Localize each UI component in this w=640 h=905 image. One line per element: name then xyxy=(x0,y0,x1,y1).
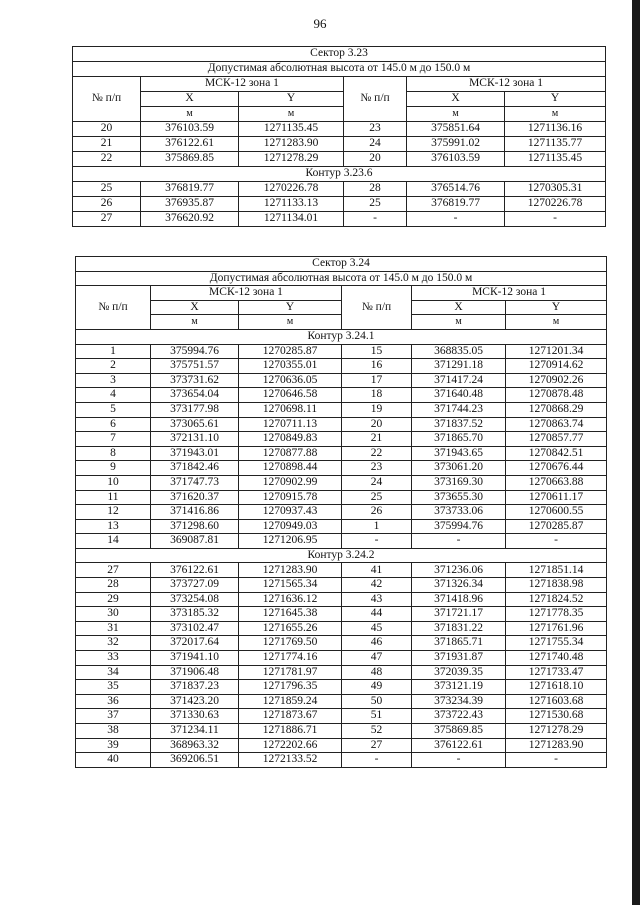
coord-x-right: 371831.22 xyxy=(412,621,506,636)
table-row xyxy=(76,563,607,578)
coord-y: 1271283.90 xyxy=(239,563,342,578)
coord-y-right: 1270878.48 xyxy=(506,388,607,403)
coord-y-right: 1271201.34 xyxy=(506,344,607,359)
coord-y: 1271886.71 xyxy=(239,724,342,739)
point-no: 9 xyxy=(76,461,151,476)
coord-x-right: 375851.64 xyxy=(407,122,505,137)
coord-y: 1272202.66 xyxy=(239,738,342,753)
header-row xyxy=(73,77,606,92)
header-row xyxy=(73,92,606,107)
coord-x: 371747.73 xyxy=(151,475,239,490)
point-no: 4 xyxy=(76,388,151,403)
coord-y: 1271206.95 xyxy=(239,534,342,549)
table-row xyxy=(76,475,607,490)
coord-y: 1271781.97 xyxy=(239,665,342,680)
coord-x-right: 375994.76 xyxy=(412,519,506,534)
point-no-right: 48 xyxy=(342,665,412,680)
coord-x-right: 373234.39 xyxy=(412,694,506,709)
coord-y-right: 1271618.10 xyxy=(506,680,607,695)
coord-y: 1271859.24 xyxy=(239,694,342,709)
coord-y: 1271565.34 xyxy=(239,578,342,593)
column-header-no: № п/п xyxy=(76,286,151,330)
coord-x-right: 375991.02 xyxy=(407,137,505,152)
point-no-right: 45 xyxy=(342,621,412,636)
coord-x-right: 371943.65 xyxy=(412,446,506,461)
point-no: 20 xyxy=(73,122,141,137)
coord-y-right: 1270305.31 xyxy=(505,182,606,197)
unit-y-right: м xyxy=(506,315,607,330)
coord-y: 1271796.35 xyxy=(239,680,342,695)
coord-x: 371620.37 xyxy=(151,490,239,505)
point-no: 13 xyxy=(76,519,151,534)
coord-y-right: 1271824.52 xyxy=(506,592,607,607)
header-row xyxy=(76,286,607,301)
coord-y-right: 1270857.77 xyxy=(506,432,607,447)
point-no: 31 xyxy=(76,621,151,636)
table-row xyxy=(76,505,607,520)
coord-y: 1270898.44 xyxy=(239,461,342,476)
table-row xyxy=(76,432,607,447)
point-no: 3 xyxy=(76,373,151,388)
point-no-right: 16 xyxy=(342,359,412,374)
point-no: 32 xyxy=(76,636,151,651)
table-row xyxy=(76,461,607,476)
coord-x: 368963.32 xyxy=(151,738,239,753)
coord-y: 1270937.43 xyxy=(239,505,342,520)
table-row xyxy=(73,152,606,167)
table-row xyxy=(76,694,607,709)
coord-y-right: 1270285.87 xyxy=(506,519,607,534)
coord-y-right: 1271283.90 xyxy=(506,738,607,753)
sector-row xyxy=(73,47,606,62)
point-no-right: 49 xyxy=(342,680,412,695)
coord-x-right: 371931.87 xyxy=(412,651,506,666)
table-row xyxy=(76,621,607,636)
coord-x: 375751.57 xyxy=(151,359,239,374)
coord-x: 371234.11 xyxy=(151,724,239,739)
table-row xyxy=(76,680,607,695)
contour-title: Контур 3.23.6 xyxy=(73,167,606,182)
point-no-right: 1 xyxy=(342,519,412,534)
coord-x: 371298.60 xyxy=(151,519,239,534)
column-header-y: Y xyxy=(239,92,344,107)
coord-x: 371941.10 xyxy=(151,651,239,666)
unit-y: м xyxy=(239,315,342,330)
coord-x: 376122.61 xyxy=(141,137,239,152)
point-no: 11 xyxy=(76,490,151,505)
coord-x: 371842.46 xyxy=(151,461,239,476)
coord-y-right: - xyxy=(506,753,607,768)
coord-y: 1270877.88 xyxy=(239,446,342,461)
coord-x-right: - xyxy=(412,753,506,768)
coord-y: 1271655.26 xyxy=(239,621,342,636)
height-limit: Допустимая абсолютная высота от 145.0 м до 150.0 м xyxy=(76,271,607,286)
sector-title: Сектор 3.24 xyxy=(76,257,607,272)
coord-x: 369206.51 xyxy=(151,753,239,768)
coord-x-right: 373169.30 xyxy=(412,475,506,490)
coord-x-right: 376819.77 xyxy=(407,197,505,212)
coord-x-right: - xyxy=(412,534,506,549)
coord-x: 371943.01 xyxy=(151,446,239,461)
coord-y: 1271278.29 xyxy=(239,152,344,167)
coord-x: 371423.20 xyxy=(151,694,239,709)
table-row xyxy=(76,578,607,593)
point-no-right: - xyxy=(342,534,412,549)
table-row xyxy=(73,137,606,152)
table-row xyxy=(76,753,607,768)
coord-x: 371416.86 xyxy=(151,505,239,520)
point-no-right: 42 xyxy=(342,578,412,593)
coord-y-right: 1271851.14 xyxy=(506,563,607,578)
table-row xyxy=(76,359,607,374)
coord-y-right: 1271135.77 xyxy=(505,137,606,152)
point-no: 2 xyxy=(76,359,151,374)
coord-x: 373177.98 xyxy=(151,402,239,417)
coord-x-right: 371865.70 xyxy=(412,432,506,447)
column-header-x-right: X xyxy=(412,300,506,315)
point-no: 37 xyxy=(76,709,151,724)
coord-y: 1270636.05 xyxy=(239,373,342,388)
point-no: 6 xyxy=(76,417,151,432)
coord-x: 376935.87 xyxy=(141,197,239,212)
coord-x: 376620.92 xyxy=(141,212,239,227)
scan-edge xyxy=(632,0,640,905)
coord-x-right: 373722.43 xyxy=(412,709,506,724)
coord-y: 1270355.01 xyxy=(239,359,342,374)
table-row xyxy=(76,344,607,359)
coord-x-right: 375869.85 xyxy=(412,724,506,739)
coord-y-right: 1271278.29 xyxy=(506,724,607,739)
coord-x-right: 371236.06 xyxy=(412,563,506,578)
coord-y-right: 1271755.34 xyxy=(506,636,607,651)
coord-x: 371330.63 xyxy=(151,709,239,724)
height-row xyxy=(73,62,606,77)
table-row xyxy=(76,665,607,680)
coord-x-right: 371417.24 xyxy=(412,373,506,388)
point-no: 26 xyxy=(73,197,141,212)
table-row xyxy=(76,417,607,432)
table-row xyxy=(76,607,607,622)
coord-y: 1271135.45 xyxy=(239,122,344,137)
coord-y-right: 1271530.68 xyxy=(506,709,607,724)
table-body xyxy=(73,47,606,227)
coord-x-right: 372039.35 xyxy=(412,665,506,680)
coord-x-right: 371865.71 xyxy=(412,636,506,651)
coord-x: 375869.85 xyxy=(141,152,239,167)
coord-x-right: 371721.17 xyxy=(412,607,506,622)
unit-x-right: м xyxy=(412,315,506,330)
point-no-right: - xyxy=(342,753,412,768)
coord-y: 1270711.13 xyxy=(239,417,342,432)
coord-y-right: 1271603.68 xyxy=(506,694,607,709)
point-no: 38 xyxy=(76,724,151,739)
coord-x: 373727.09 xyxy=(151,578,239,593)
table-row xyxy=(73,197,606,212)
coord-y: 1271774.16 xyxy=(239,651,342,666)
coord-x: 373065.61 xyxy=(151,417,239,432)
coord-y: 1271133.13 xyxy=(239,197,344,212)
coord-x-right: 376514.76 xyxy=(407,182,505,197)
coord-y: 1270646.58 xyxy=(239,388,342,403)
sector-title: Сектор 3.23 xyxy=(73,47,606,62)
table-row xyxy=(76,490,607,505)
point-no-right: 24 xyxy=(342,475,412,490)
system-header-left: МСК-12 зона 1 xyxy=(151,286,342,301)
point-no: 34 xyxy=(76,665,151,680)
table-row xyxy=(76,636,607,651)
column-header-y-right: Y xyxy=(505,92,606,107)
coord-x: 373185.32 xyxy=(151,607,239,622)
point-no-right: 25 xyxy=(342,490,412,505)
point-no: 30 xyxy=(76,607,151,622)
sector-3-24-table xyxy=(75,256,607,768)
point-no: 5 xyxy=(76,402,151,417)
point-no-right: 20 xyxy=(344,152,407,167)
point-no: 7 xyxy=(76,432,151,447)
point-no-right: 47 xyxy=(342,651,412,666)
coord-x: 373102.47 xyxy=(151,621,239,636)
coord-x: 376819.77 xyxy=(141,182,239,197)
height-limit: Допустимая абсолютная высота от 145.0 м до 150.0 м xyxy=(73,62,606,77)
coord-x-right: 371744.23 xyxy=(412,402,506,417)
unit-x: м xyxy=(141,107,239,122)
point-no-right: 25 xyxy=(344,197,407,212)
coord-x-right: 371418.96 xyxy=(412,592,506,607)
contour-row xyxy=(73,167,606,182)
point-no-right: 24 xyxy=(344,137,407,152)
point-no: 10 xyxy=(76,475,151,490)
column-header-x-right: X xyxy=(407,92,505,107)
coord-y: 1272133.52 xyxy=(239,753,342,768)
coord-y-right: 1271733.47 xyxy=(506,665,607,680)
table-row xyxy=(76,388,607,403)
point-no-right: 21 xyxy=(342,432,412,447)
coord-x: 369087.81 xyxy=(151,534,239,549)
point-no: 8 xyxy=(76,446,151,461)
column-header-y: Y xyxy=(239,300,342,315)
point-no: 14 xyxy=(76,534,151,549)
unit-x: м xyxy=(151,315,239,330)
coord-y-right: 1270902.26 xyxy=(506,373,607,388)
coord-x-right: 373121.19 xyxy=(412,680,506,695)
coord-y-right: 1271740.48 xyxy=(506,651,607,666)
table-row xyxy=(76,534,607,549)
coord-x-right: 371326.34 xyxy=(412,578,506,593)
point-no-right: - xyxy=(344,212,407,227)
coord-y: 1271769.50 xyxy=(239,636,342,651)
coord-y: 1270849.83 xyxy=(239,432,342,447)
point-no-right: 26 xyxy=(342,505,412,520)
coord-y: 1270698.11 xyxy=(239,402,342,417)
point-no: 35 xyxy=(76,680,151,695)
coord-y: 1270949.03 xyxy=(239,519,342,534)
coord-y: 1270285.87 xyxy=(239,344,342,359)
coord-y-right: 1271135.45 xyxy=(505,152,606,167)
table-body xyxy=(76,257,607,768)
point-no-right: 41 xyxy=(342,563,412,578)
table-row xyxy=(76,592,607,607)
coord-y-right: 1270611.17 xyxy=(506,490,607,505)
point-no: 28 xyxy=(76,578,151,593)
sector-3-23-table xyxy=(72,46,606,227)
point-no: 21 xyxy=(73,137,141,152)
coord-y-right: 1271778.35 xyxy=(506,607,607,622)
column-header-no: № п/п xyxy=(73,77,141,122)
table-row xyxy=(76,738,607,753)
coord-x: 375994.76 xyxy=(151,344,239,359)
coord-y-right: 1271761.96 xyxy=(506,621,607,636)
coord-x: 372131.10 xyxy=(151,432,239,447)
coord-x: 371906.48 xyxy=(151,665,239,680)
header-row xyxy=(76,300,607,315)
point-no-right: 51 xyxy=(342,709,412,724)
coord-x: 373731.62 xyxy=(151,373,239,388)
point-no-right: 19 xyxy=(342,402,412,417)
coord-x-right: 376122.61 xyxy=(412,738,506,753)
point-no-right: 28 xyxy=(344,182,407,197)
coord-y-right: - xyxy=(506,534,607,549)
table-row xyxy=(76,402,607,417)
coord-y-right: 1270842.51 xyxy=(506,446,607,461)
coord-y-right: - xyxy=(505,212,606,227)
coord-x: 376103.59 xyxy=(141,122,239,137)
table-row xyxy=(73,182,606,197)
point-no-right: 22 xyxy=(342,446,412,461)
coord-x: 372017.64 xyxy=(151,636,239,651)
point-no: 29 xyxy=(76,592,151,607)
table-row xyxy=(73,122,606,137)
coord-x-right: - xyxy=(407,212,505,227)
coord-y: 1271645.38 xyxy=(239,607,342,622)
table-row xyxy=(76,651,607,666)
coord-y: 1270902.99 xyxy=(239,475,342,490)
contour-title: Контур 3.24.1 xyxy=(76,329,607,344)
point-no-right: 17 xyxy=(342,373,412,388)
column-header-x: X xyxy=(141,92,239,107)
coord-x: 376122.61 xyxy=(151,563,239,578)
coord-y-right: 1271838.98 xyxy=(506,578,607,593)
point-no: 22 xyxy=(73,152,141,167)
system-header-right: МСК-12 зона 1 xyxy=(407,77,606,92)
contour-row xyxy=(76,329,607,344)
coord-x-right: 371640.48 xyxy=(412,388,506,403)
system-header-left: МСК-12 зона 1 xyxy=(141,77,344,92)
column-header-no-right: № п/п xyxy=(342,286,412,330)
column-header-no-right: № п/п xyxy=(344,77,407,122)
coord-y: 1271873.67 xyxy=(239,709,342,724)
units-row xyxy=(76,315,607,330)
coord-x-right: 373061.20 xyxy=(412,461,506,476)
table-row xyxy=(76,724,607,739)
point-no-right: 44 xyxy=(342,607,412,622)
point-no: 1 xyxy=(76,344,151,359)
point-no-right: 46 xyxy=(342,636,412,651)
coord-y-right: 1270600.55 xyxy=(506,505,607,520)
unit-y-right: м xyxy=(505,107,606,122)
point-no-right: 23 xyxy=(342,461,412,476)
point-no: 27 xyxy=(73,212,141,227)
column-header-y-right: Y xyxy=(506,300,607,315)
point-no: 40 xyxy=(76,753,151,768)
coord-y: 1271283.90 xyxy=(239,137,344,152)
point-no: 27 xyxy=(76,563,151,578)
coord-x-right: 371837.52 xyxy=(412,417,506,432)
point-no-right: 50 xyxy=(342,694,412,709)
coord-y: 1270226.78 xyxy=(239,182,344,197)
coord-x: 371837.23 xyxy=(151,680,239,695)
point-no: 36 xyxy=(76,694,151,709)
height-row xyxy=(76,271,607,286)
point-no: 33 xyxy=(76,651,151,666)
coord-x: 373654.04 xyxy=(151,388,239,403)
point-no-right: 20 xyxy=(342,417,412,432)
point-no-right: 18 xyxy=(342,388,412,403)
point-no: 25 xyxy=(73,182,141,197)
coord-y: 1271134.01 xyxy=(239,212,344,227)
coord-x-right: 373733.06 xyxy=(412,505,506,520)
coord-x-right: 371291.18 xyxy=(412,359,506,374)
point-no: 39 xyxy=(76,738,151,753)
point-no-right: 15 xyxy=(342,344,412,359)
contour-title: Контур 3.24.2 xyxy=(76,548,607,563)
unit-x-right: м xyxy=(407,107,505,122)
coord-y-right: 1270226.78 xyxy=(505,197,606,212)
point-no-right: 43 xyxy=(342,592,412,607)
table-row xyxy=(76,709,607,724)
coord-y-right: 1270676.44 xyxy=(506,461,607,476)
coord-x-right: 376103.59 xyxy=(407,152,505,167)
table-row xyxy=(73,212,606,227)
units-row xyxy=(73,107,606,122)
point-no-right: 23 xyxy=(344,122,407,137)
unit-y: м xyxy=(239,107,344,122)
coord-y-right: 1270863.74 xyxy=(506,417,607,432)
coord-y: 1271636.12 xyxy=(239,592,342,607)
coord-x-right: 368835.05 xyxy=(412,344,506,359)
coord-x: 373254.08 xyxy=(151,592,239,607)
page-number: 96 xyxy=(313,16,327,31)
coord-y-right: 1270663.88 xyxy=(506,475,607,490)
coord-y: 1270915.78 xyxy=(239,490,342,505)
sector-row xyxy=(76,257,607,272)
table-row xyxy=(76,373,607,388)
point-no-right: 52 xyxy=(342,724,412,739)
point-no-right: 27 xyxy=(342,738,412,753)
point-no: 12 xyxy=(76,505,151,520)
coord-y-right: 1271136.16 xyxy=(505,122,606,137)
system-header-right: МСК-12 зона 1 xyxy=(412,286,607,301)
table-row xyxy=(76,446,607,461)
table-row xyxy=(76,519,607,534)
contour-row xyxy=(76,548,607,563)
coord-x-right: 373655.30 xyxy=(412,490,506,505)
coord-y-right: 1270914.62 xyxy=(506,359,607,374)
coord-y-right: 1270868.29 xyxy=(506,402,607,417)
column-header-x: X xyxy=(151,300,239,315)
